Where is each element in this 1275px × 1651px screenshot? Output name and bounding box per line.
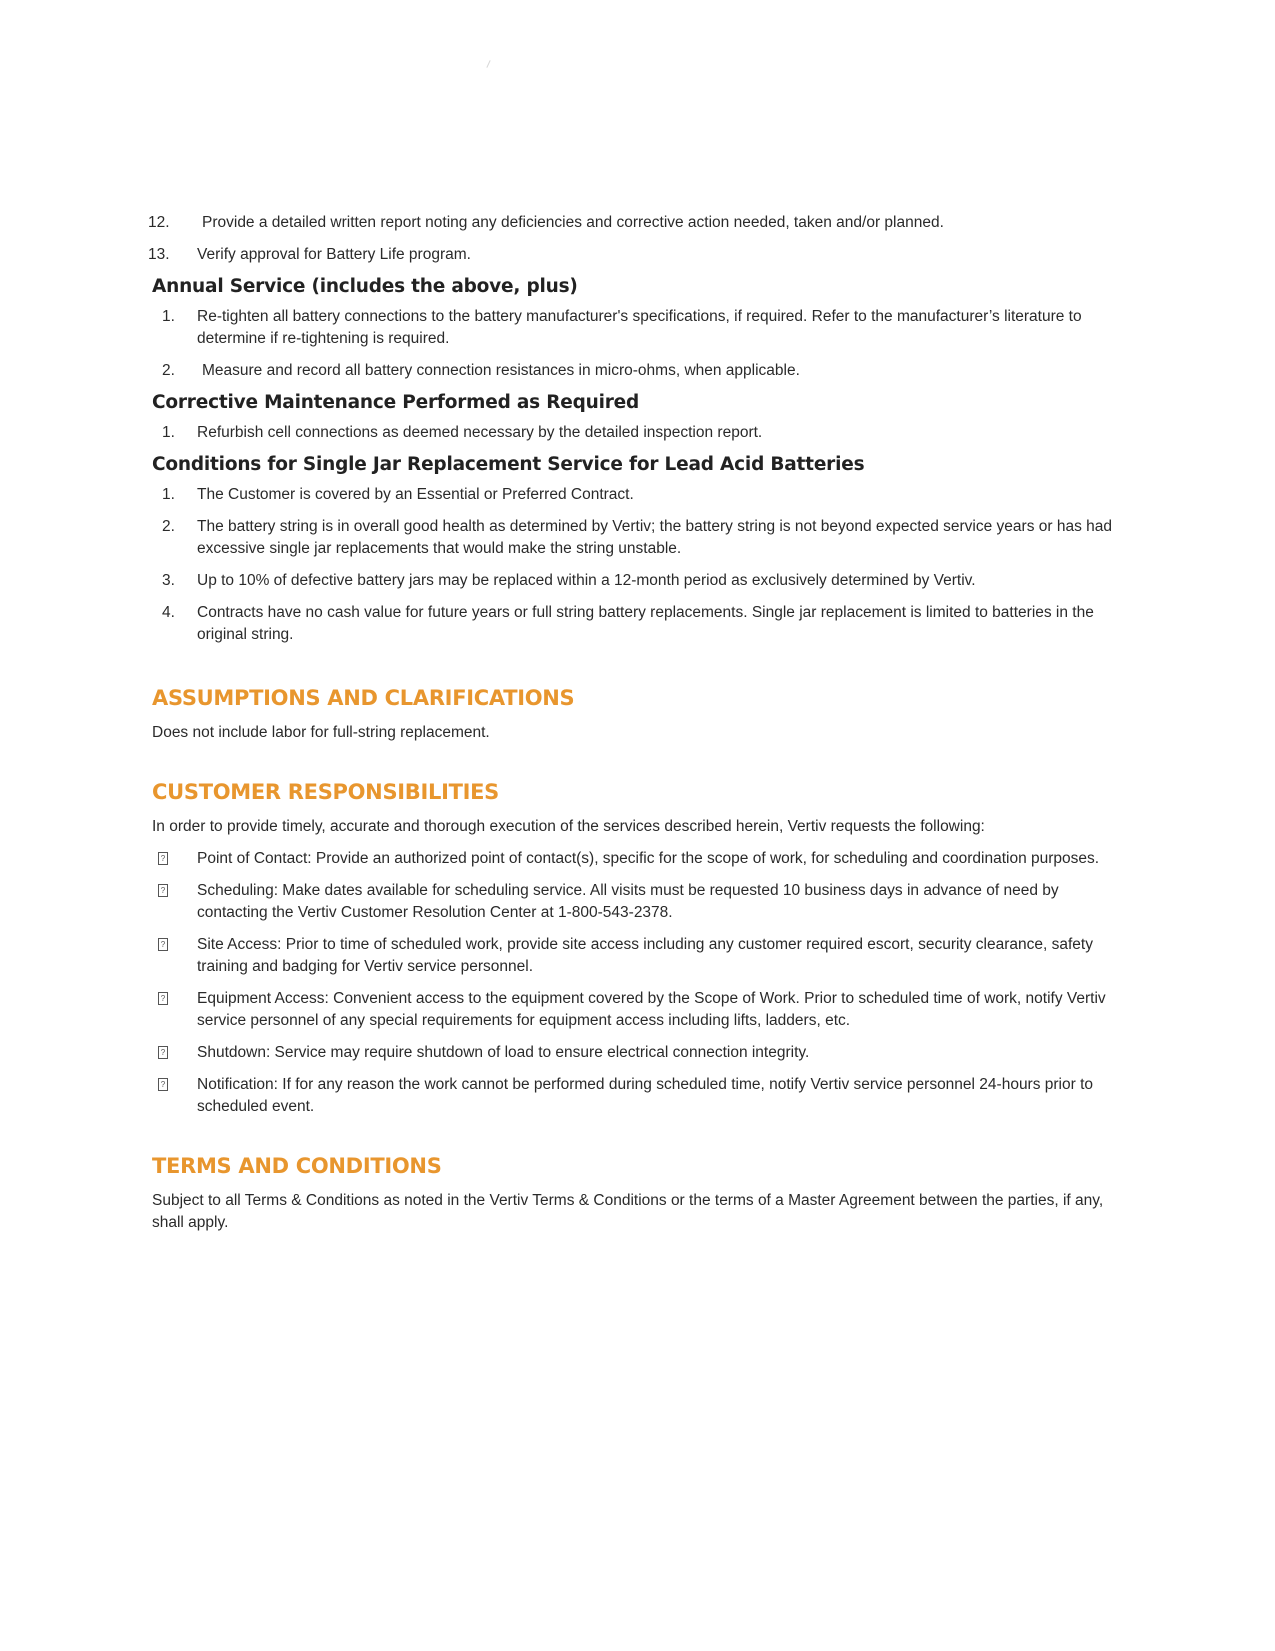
item-number: 1. [162,308,175,325]
list-item [148,212,1132,234]
item-number: 3. [162,572,175,589]
item-number: 1. [162,486,175,503]
corrective-maintenance-list [152,422,1132,444]
customer-responsibilities-heading: CUSTOMER RESPONSIBILITIES [152,780,500,804]
item-text: Equipment Access: Convenient access to the equipment covered by the Scope of Work. Prior to scheduled time of work, notify Vertiv service personnel of any special requirements for equipment access including lifts, ladders, etc. [197,990,1106,1029]
assumptions-heading: ASSUMPTIONS AND CLARIFICATIONS [152,686,575,710]
list-item [152,484,1132,506]
annual-service-heading: Annual Service (includes the above, plus) [152,276,578,297]
missing-glyph-icon: ? [158,1046,168,1059]
item-text: Re-tighten all battery connections to the battery manufacturer's specifications, if required. Refer to the manufacturer’s literature to determine if re-tightening is required. [197,308,1082,347]
missing-glyph-icon: ? [158,852,168,865]
list-item [152,1042,1132,1064]
assumptions-text: Does not include labor for full-string replacement. [152,724,490,741]
item-text: Shutdown: Service may require shutdown of load to ensure electrical connection integrity. [197,1044,810,1061]
item-text: Contracts have no cash value for future years or full string battery replacements. Single jar replacement is limited to batteries in the original string. [197,604,1094,643]
single-jar-list [152,484,1132,646]
list-item [152,848,1132,870]
item-text: Notification: If for any reason the work cannot be performed during scheduled time, notify Vertiv service personnel 24-hours prior to scheduled event. [197,1076,1094,1115]
missing-glyph-icon: ? [158,992,168,1005]
item-text: Provide a detailed written report noting any deficiencies and corrective action needed, taken and/or planned. [202,214,944,231]
list-item [152,360,1132,382]
item-text: Site Access: Prior to time of scheduled work, provide site access including any customer required escort, security clearance, safety training and badging for Vertiv service personnel. [197,936,1093,975]
list-item [148,244,1132,266]
missing-glyph-icon: ? [158,938,168,951]
list-item [152,516,1132,560]
corrective-maintenance-heading: Corrective Maintenance Performed as Required [152,392,640,413]
continued-list [148,212,1132,266]
item-text: Measure and record all battery connection resistances in micro-ohms, when applicable. [202,362,800,379]
item-number: 13. [148,246,170,263]
missing-glyph-icon: ? [158,884,168,897]
item-number: 2. [162,518,175,535]
item-text: Scheduling: Make dates available for scheduling service. All visits must be requested 10 business days in advance of need by contacting the Vertiv Customer Resolution Center at 1-800-543-2378. [197,882,1059,921]
item-number: 1. [162,424,175,441]
terms-heading: TERMS AND CONDITIONS [152,1154,442,1178]
item-text: Point of Contact: Provide an authorized point of contact(s), specific for the scope of work, for scheduling and coordination purposes. [197,850,1100,867]
annual-service-list [152,306,1132,382]
missing-glyph-icon: ? [158,1078,168,1091]
item-text: The battery string is in overall good health as determined by Vertiv; the battery string is not beyond expected service years or has had excessive single jar replacements that would make the string unstable. [197,518,1112,557]
item-text: Up to 10% of defective battery jars may be replaced within a 12-month period as exclusively determined by Vertiv. [197,572,976,589]
list-item [152,880,1132,924]
list-item [152,422,1132,444]
list-item [152,306,1132,350]
customer-responsibilities-intro: In order to provide timely, accurate and thorough execution of the services described herein, Vertiv requests the following: [152,818,985,835]
list-item [152,988,1132,1032]
document-body [148,212,1132,1244]
list-item [152,602,1132,646]
scan-artifact [486,60,490,68]
item-text: The Customer is covered by an Essential or Preferred Contract. [197,486,634,503]
list-item [152,570,1132,592]
single-jar-heading: Conditions for Single Jar Replacement Service for Lead Acid Batteries [152,454,865,475]
list-item [152,934,1132,978]
item-text: Verify approval for Battery Life program. [197,246,471,263]
terms-text: Subject to all Terms & Conditions as noted in the Vertiv Terms & Conditions or the terms of a Master Agreement between the parties, if any, shall apply. [152,1192,1104,1231]
item-number: 2. [162,362,175,379]
customer-responsibilities-list [152,848,1132,1118]
item-text: Refurbish cell connections as deemed necessary by the detailed inspection report. [197,424,763,441]
list-item [152,1074,1132,1118]
item-number: 4. [162,604,175,621]
item-number: 12. [148,214,170,231]
